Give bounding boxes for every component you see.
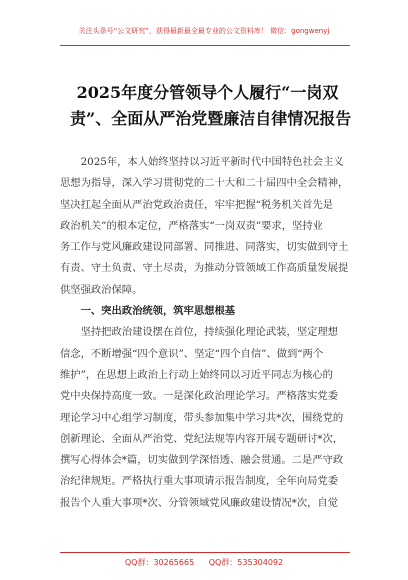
- header-divider: [60, 45, 350, 46]
- body-line: 坚持把政治建设摆在首位，持续强化理论武装，坚定理想: [60, 326, 339, 339]
- footer-divider: [60, 552, 350, 553]
- body-line: 党中央保持高度一致。一是深化政治理论学习。严格落实党委: [60, 390, 339, 403]
- page-footer: [0, 552, 408, 580]
- footer-contacts: [0, 557, 408, 568]
- body-line: 撰写心得体会*篇，切实做到学深悟透、融会贯通。二是严守政: [60, 454, 344, 467]
- footer-qq-group-1: QQ群：30265665: [124, 558, 195, 567]
- body-line: 坚决扛起全面从严治党政治责任，牢牢把握“税务机关首先是: [60, 198, 333, 211]
- document-body: [60, 152, 358, 514]
- body-line: 务工作与党风廉政建设同部署、同推进、同落实，切实做到守土: [60, 241, 349, 254]
- body-line: 有责、守土负责、守土尽责，为推动分管领域工作高质量发展提: [60, 262, 349, 275]
- header-notice: 关注头条号“公文研究”，获得最新最全最专业的公文资料库！ 微信：gongwenyj: [78, 27, 330, 35]
- title-line-2: 责”、全面从严治党暨廉洁自律情况报告: [70, 109, 352, 128]
- footer-qq-group-2: QQ群：535304092: [208, 558, 284, 567]
- body-line: 报告个人重大事项*次、分管领域党风廉政建设情况*次，自觉: [60, 496, 339, 509]
- body-line: 思想为指导，深入学习贯彻党的二十大和二十届四中全会精神，: [60, 177, 349, 190]
- body-line: 供坚强政治保障。: [60, 283, 143, 296]
- body-line: 维护”，在思想上政治上行动上始终同以习近平同志为核心的: [60, 368, 333, 381]
- document-title: [70, 80, 352, 132]
- title-line-1: 2025年度分管领导个人履行“一岗双: [76, 83, 339, 102]
- body-line: 信念，不断增强“四个意识”、坚定“四个自信”、做到“两个: [60, 347, 324, 360]
- body-line: 2025年，本人始终坚持以习近平新时代中国特色社会主义: [60, 156, 344, 168]
- body-line: 政治机关”的根本定位，严格落实“一岗双责”要求，坚持业: [60, 219, 323, 232]
- section-heading: 一、突出政治统领，筑牢思想根基: [60, 305, 236, 318]
- page-header: [0, 0, 408, 58]
- body-line: 理论学习中心组学习制度，带头参加集中学习共*次，围绕党的: [60, 411, 344, 424]
- body-line: 治纪律规矩。严格执行重大事项请示报告制度，全年向局党委: [60, 475, 339, 488]
- body-line: 创新理论、全面从严治党、党纪法规等内容开展专题研讨*次，: [60, 432, 344, 445]
